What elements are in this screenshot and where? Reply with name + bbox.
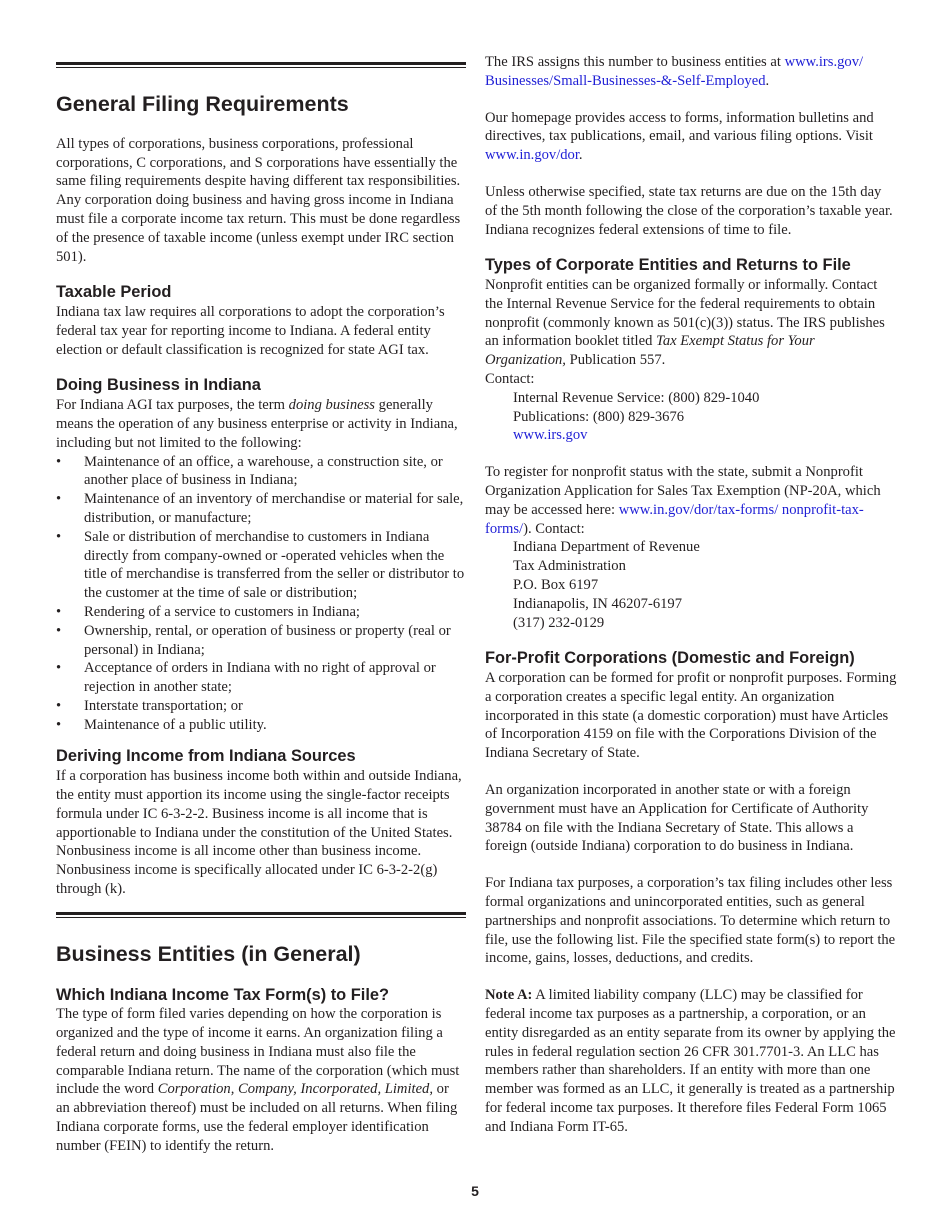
address-line: P.O. Box 6197	[513, 577, 599, 594]
nonprofit-forms-link[interactable]: www.in.gov/dor/tax-forms/ nonprofit-tax-forms/	[485, 501, 864, 537]
doing-business-heading: Doing Business in Indiana	[56, 376, 261, 395]
list-item: • Maintenance of a public utility.	[56, 716, 267, 733]
which-form-heading: Which Indiana Income Tax Form(s) to File?	[56, 985, 389, 1004]
homepage-text: Our homepage provides access to forms, information bulletins and directives, tax publications, email, and various filing options. Visit www.in.gov/dor.	[485, 109, 874, 164]
due-date-text: Unless otherwise specified, state tax returns are due on the 15th day of the 5th month following the close of the corporation’s taxable year. Indiana recognizes federal extensions of time to file.	[485, 183, 893, 238]
deriving-income-text: If a corporation has business income both within and outside Indiana, the entity must apportion its income using the single-factor receipts formula under IC 6-3-2-2. Business income is all income that is apportionable to Indiana under the constitution of the United States. Nonbusiness income is all income other than business income. Nonbusiness income is specifically allocated under IC 6-3-2-2(g) through (k).	[56, 768, 462, 897]
section-rule	[56, 62, 466, 68]
list-item: • Maintenance of an office, a warehouse, a construction site, or another place of business in Indiana;	[56, 453, 443, 489]
list-item: • Rendering of a service to customers in Indiana;	[56, 603, 360, 620]
page-number: 5	[471, 1183, 479, 1199]
which-form-text: The type of form filed varies depending on how the corporation is organized and the type of income it earns. An organization filing a federal return and doing business in Indiana must also file the comparable Indiana return. The name of the corporation (which must include the word Corporation, Company, Incorporated, Limited, or an abbreviation thereof) must be included on all returns. When filing Indiana corporate forms, use the federal employer identification number (FEIN) to identify the return.	[56, 1006, 460, 1154]
irs-phone: Internal Revenue Service: (800) 829-1040	[513, 389, 760, 406]
dor-homepage-link[interactable]: www.in.gov/dor	[485, 147, 579, 164]
address-line: Tax Administration	[513, 558, 626, 575]
address-line: Indianapolis, IN 46207-6197	[513, 595, 683, 612]
general-filing-intro: All types of corporations, business corporations, professional corporations, C corporations, and S corporations have essentially the same filing requirements despite having different tax responsibilities. Any corporation doing business and having gross income in Indiana must file a corporate income tax return. This must be done regardless of the presence of taxable income (unless exempt under IRC section 501).	[56, 135, 461, 265]
right-column	[485, 0, 897, 1137]
business-entities-title: Business Entities (in General)	[56, 941, 361, 966]
irs-link[interactable]: www.irs.gov	[513, 427, 588, 444]
list-item: • Sale or distribution of merchandise to customers in Indiana directly from company-owned or -operated vehicles when the title of merchandise is transferred from the seller or distributor to the customer at the time of sale or distribution;	[56, 528, 465, 602]
address-line: Indiana Department of Revenue	[513, 539, 700, 556]
types-heading: Types of Corporate Entities and Returns to File	[485, 256, 851, 275]
dor-address-block	[485, 538, 897, 632]
types-text: Nonprofit entities can be organized formally or informally. Contact the Internal Revenue Service for the federal requirements to obtain nonprofit (commonly known as 501(c)(3)) status. The IRS publishes an information booklet titled Tax Exempt Status for Your Organization, Publication 557.	[485, 277, 885, 369]
section-rule	[56, 912, 466, 918]
doing-business-list	[56, 453, 466, 735]
forprofit-para-1: A corporation can be formed for profit or nonprofit purposes. Forming a corporation creates a specific legal entity. An organization incorporated in this state (a domestic corporation) must have Articles of Incorporation 4159 on file with the Corporations Division of the Indiana Secretary of State.	[485, 670, 897, 762]
list-item: • Interstate transportation; or	[56, 697, 243, 714]
taxable-period-text: Indiana tax law requires all corporations to adopt the corporation’s federal tax year for reporting income to Indiana. A federal entity election or default classification is recognized for state AGI tax.	[56, 304, 445, 358]
taxable-period-heading: Taxable Period	[56, 283, 172, 302]
note-a: Note A: A limited liability company (LLC) may be classified for federal income tax purposes as a partnership, a corporation, or an entity disregarded as an entity separate from its owner by applying the rules in federal regulation section 26 CFR 301.7701-3. An LLC has members rather than shareholders. If an entity with more than one member was formed as an LLC, it generally is treated as a partnership for federal income tax purposes. It therefore files Federal Form 1065 and Indiana Form IT-65.	[485, 987, 896, 1135]
publications-phone: Publications: (800) 829-3676	[513, 408, 685, 425]
list-item: • Ownership, rental, or operation of business or property (real or personal) in Indiana;	[56, 622, 451, 658]
forprofit-para-3: For Indiana tax purposes, a corporation’s tax filing includes other less formal organizations and unincorporated entities, such as general partnerships and nonprofit associations. To determine which return to file, use the following list. File the specified state form(s) to report the income, gains, losses, deductions, and credits.	[485, 875, 896, 967]
address-line: (317) 232-0129	[513, 614, 605, 631]
forprofit-heading: For-Profit Corporations (Domestic and Foreign)	[485, 649, 855, 668]
irs-assign-text: The IRS assigns this number to business entities at www.irs.gov/ Businesses/Small-Businesses-&-Self-Employed.	[485, 54, 864, 89]
list-item: • Maintenance of an inventory of merchandise or material for sale, distribution, or manufacture;	[56, 491, 464, 526]
contact-label: Contact:	[485, 371, 535, 388]
irs-business-link[interactable]: www.irs.gov/ Businesses/Small-Businesses-&-Self-Employed	[485, 54, 864, 89]
left-column	[56, 0, 466, 1156]
doing-business-text: For Indiana AGI tax purposes, the term doing business generally means the operation of any business enterprise or activity in Indiana, including but not limited to the following:	[56, 397, 458, 451]
register-text: To register for nonprofit status with the state, submit a Nonprofit Organization Application for Sales Tax Exemption (NP-20A, which may be accessed here: www.in.gov/dor/tax-forms/ nonprofit-tax-forms/). Contact:	[485, 464, 881, 537]
irs-contact-block	[485, 389, 897, 445]
deriving-income-heading: Deriving Income from Indiana Sources	[56, 747, 356, 766]
list-item: • Acceptance of orders in Indiana with no right of approval or rejection in another state;	[56, 660, 436, 696]
general-filing-title: General Filing Requirements	[56, 92, 349, 116]
forprofit-para-2: An organization incorporated in another state or with a foreign government must have an Application for Certificate of Authority 38784 on file with the Indiana Secretary of State. This allows a foreign (outside Indiana) corporation to do business in Indiana.	[485, 782, 869, 855]
